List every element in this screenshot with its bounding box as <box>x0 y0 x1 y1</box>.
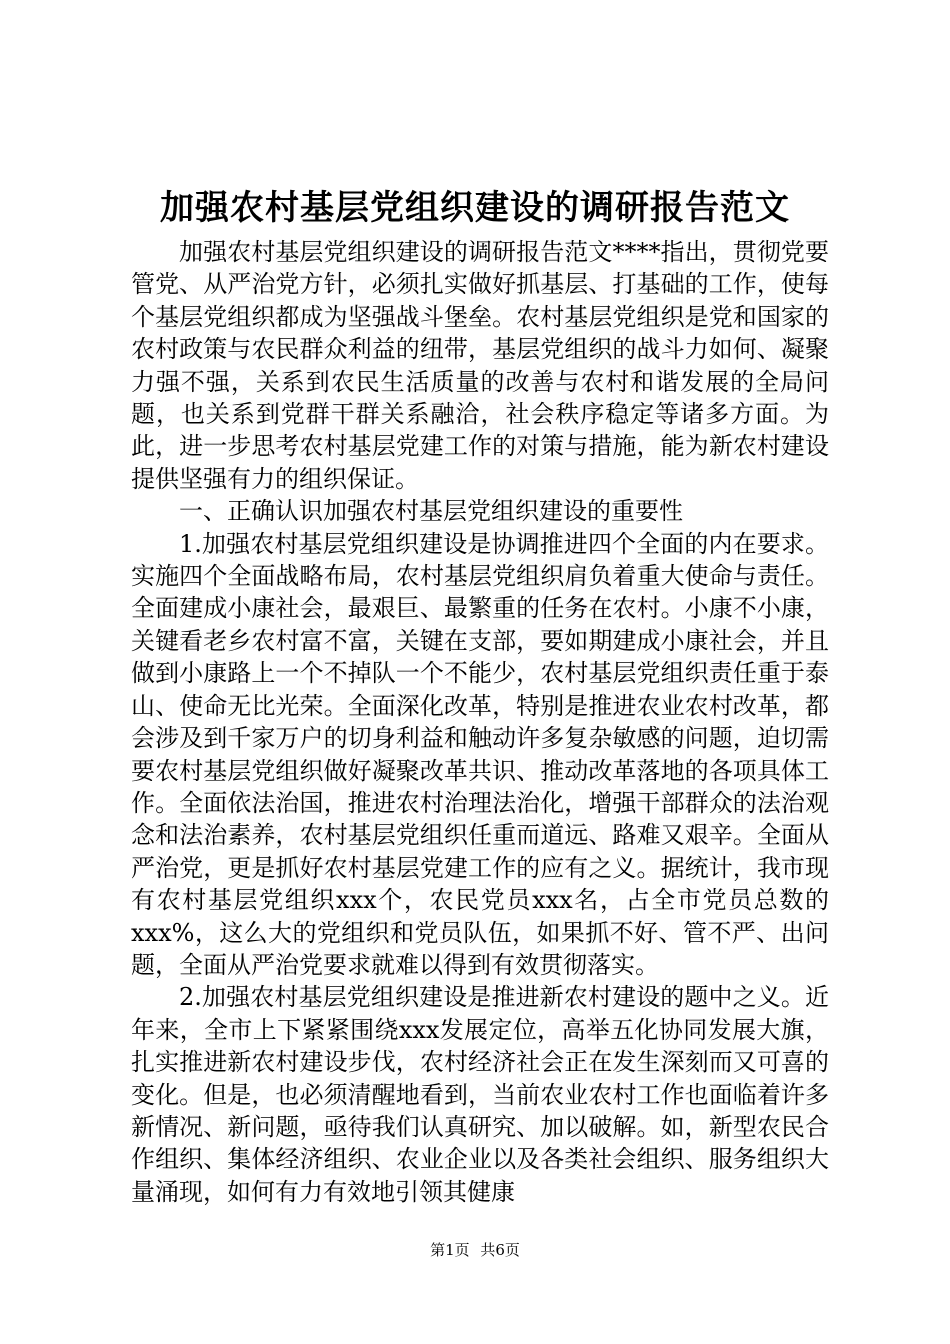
paragraph-point-1: 1.加强农村基层党组织建设是协调推进四个全面的内在要求。实施四个全面战略布局，农村基层党组织肩负着重大使命与责任。全面建成小康社会，最艰巨、最繁重的任务在农村。小康不小康，关键看老乡农村富不富，关键在支部，要如期建成小康社会，并且做到小康路上一个不掉队一个不能少，农村基层党组织责任重于泰山、使命无比光荣。全面深化改革，特别是推进农业农村改革，都会涉及到千家万户的切身利益和触动许多复杂敏感的问题，迫切需要农村基层党组织做好凝聚改革共识、推动改革落地的各项具体工作。全面依法治国，推进农村治理法治化，增强干部群众的法治观念和法治素养，农村基层党组织任重而道远、路难又艰辛。全面从严治党，更是抓好农村基层党建工作的应有之义。据统计，我市现有农村基层党组织xxx个，农民党员xxx名，占全市党员总数的xxx%，这么大的党组织和党员队伍，如果抓不好、管不严、出问题，全面从严治党要求就难以得到有效贯彻落实。 <box>131 529 829 979</box>
section-heading: 一、正确认识加强农村基层党组织建设的重要性 <box>179 497 683 526</box>
paragraph-intro: 加强农村基层党组织建设的调研报告范文****指出，贯彻党要管党、从严治党方针，必须扎实做好抓基层、打基础的工作，使每个基层党组织都成为坚强战斗堡垒。农村基层党组织是党和国家的农村政策与农民群众利益的纽带，基层党组织的战斗力如何、凝聚力强不强，关系到农民生活质量的改善与农村和谐发展的全局问题，也关系到党群干群关系融洽，社会秩序稳定等诸多方面。为此，进一步思考农村基层党建工作的对策与措施，能为新农村建设提供坚强有力的组织保证。 <box>131 238 829 493</box>
document-body <box>131 236 829 1208</box>
page-total: 共6页 <box>480 1241 520 1259</box>
page-number: 第1页 <box>430 1241 470 1259</box>
paragraph-point-2: 2.加强农村基层党组织建设是推进新农村建设的题中之义。近年来，全市上下紧紧围绕xxx发展定位，高举五化协同发展大旗，扎实推进新农村建设步伐，农村经济社会正在发生深刻而又可喜的变化。但是，也必须清醒地看到，当前农业农村工作也面临着许多新情况、新问题，亟待我们认真研究、加以破解。如，新型农民合作组织、集体经济组织、农业企业以及各类社会组织、服务组织大量涌现，如何有力有效地引领其健康 <box>131 983 829 1206</box>
document-title: 加强农村基层党组织建设的调研报告范文 <box>160 188 790 228</box>
page-footer <box>0 1240 950 1260</box>
